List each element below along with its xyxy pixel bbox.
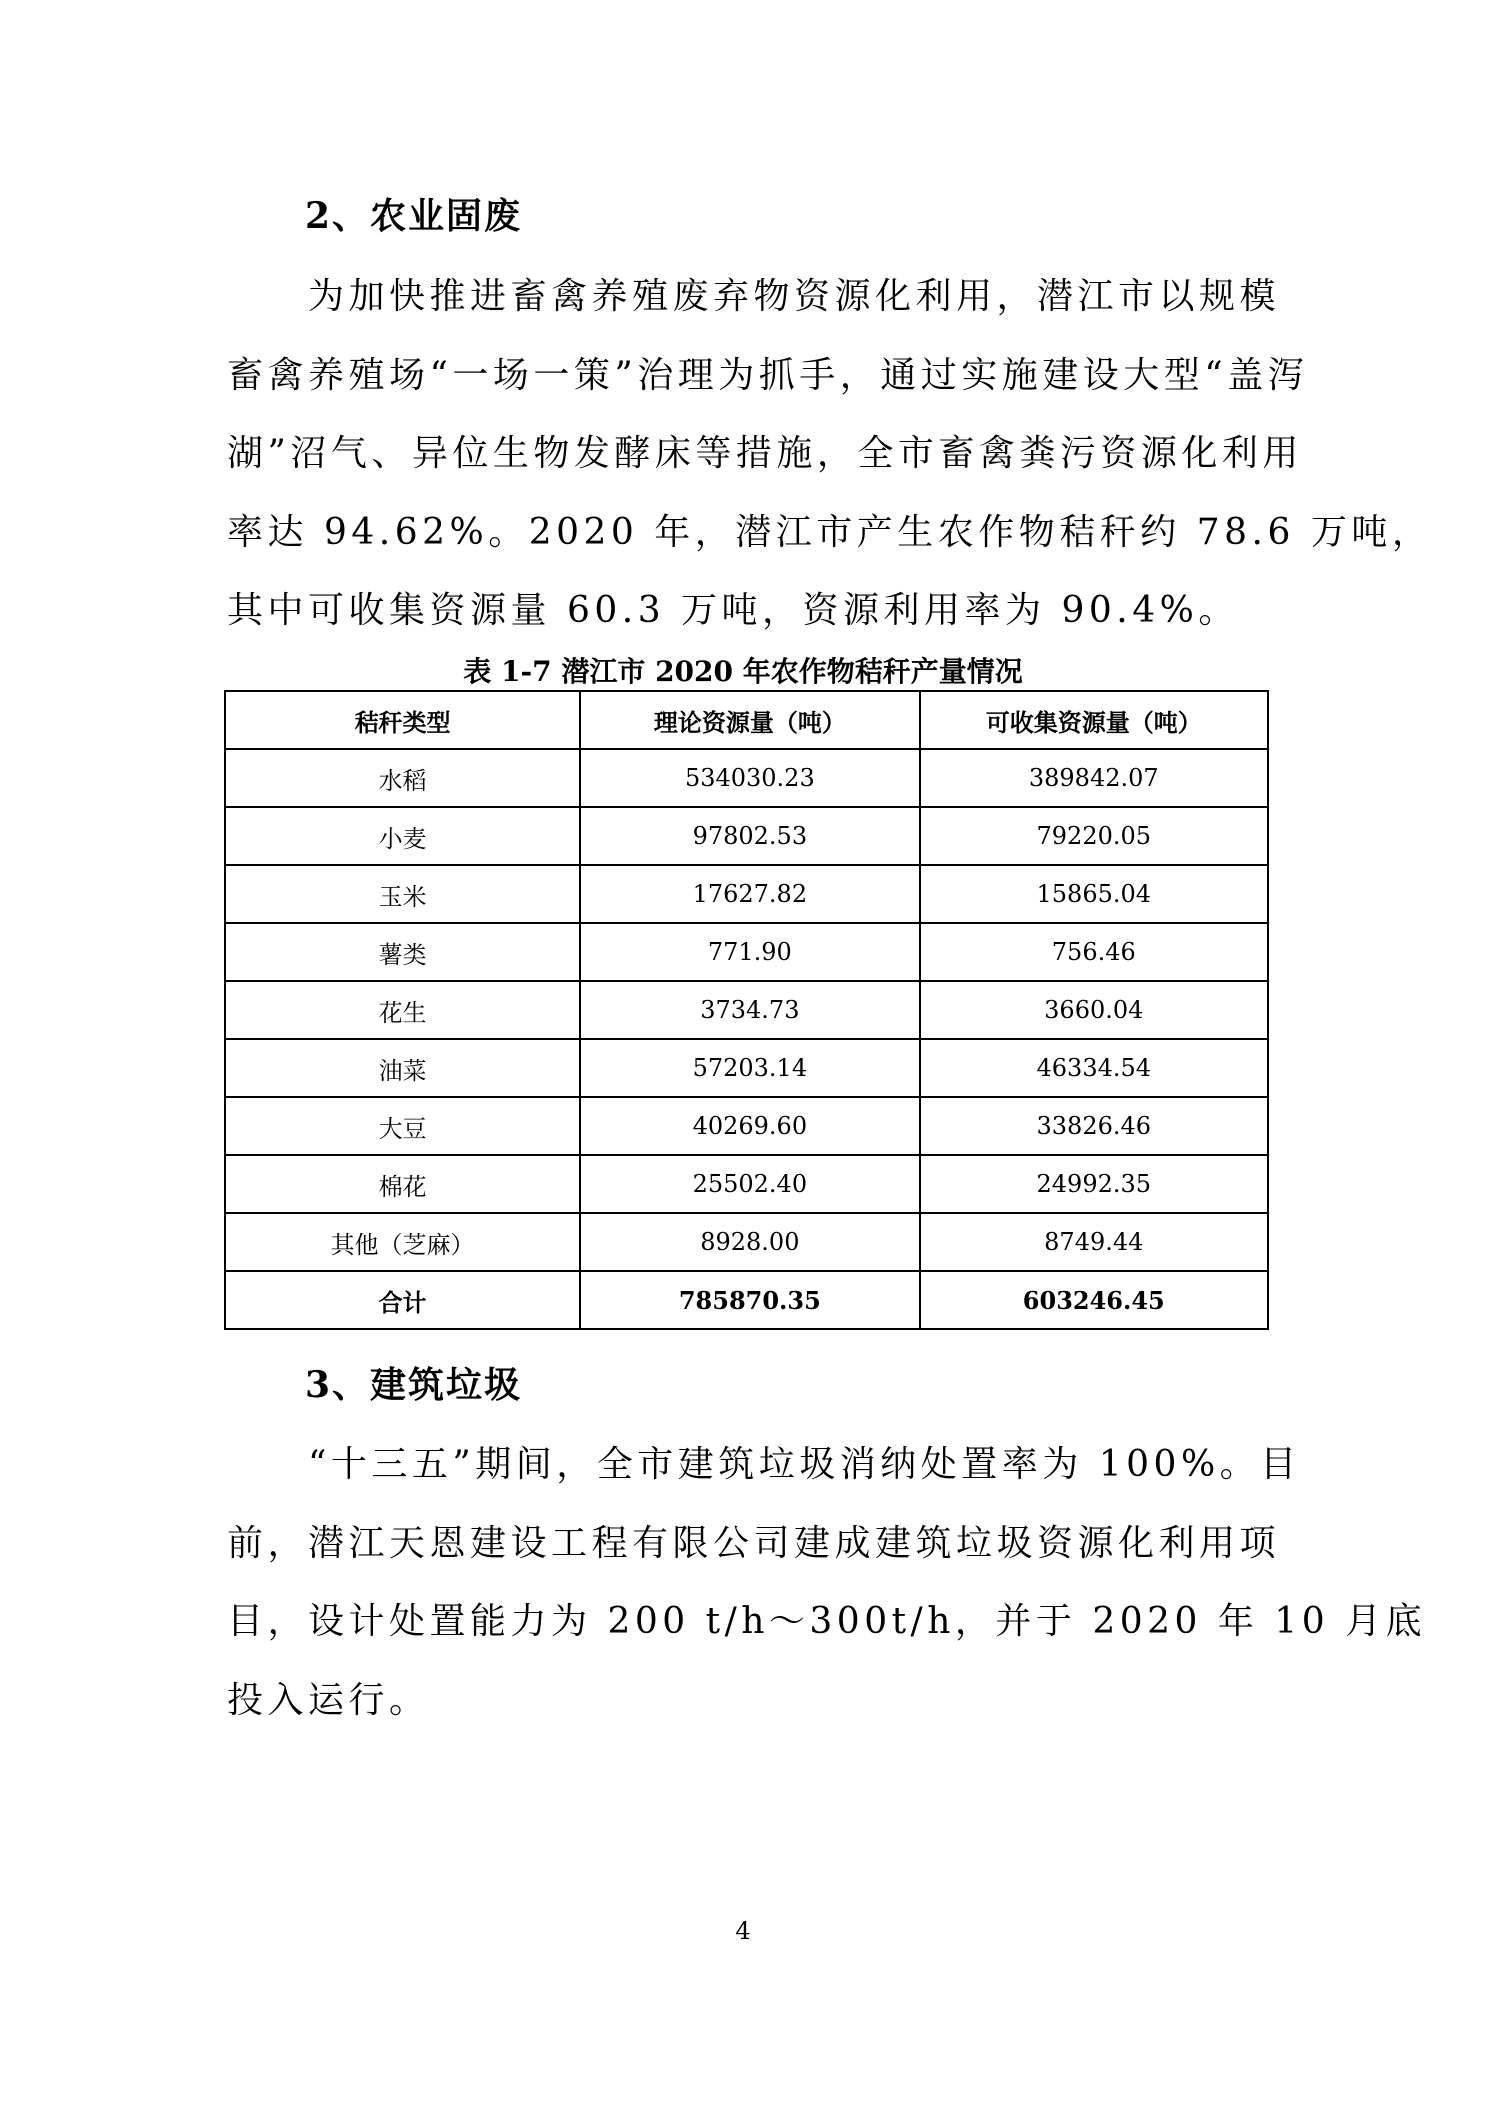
column-header-theoretical-amount: 理论资源量（吨） bbox=[580, 691, 919, 749]
table-cell: 33826.46 bbox=[920, 1097, 1268, 1155]
column-header-collectable-amount: 可收集资源量（吨） bbox=[920, 691, 1268, 749]
paragraph-line: 率达 94.62%。2020 年，潜江市产生农作物秸秆约 78.6 万吨， bbox=[227, 511, 1433, 553]
table-cell: 40269.60 bbox=[580, 1097, 919, 1155]
table-row bbox=[225, 1097, 1268, 1155]
table-header-row bbox=[225, 691, 1268, 749]
table-cell: 756.46 bbox=[920, 923, 1268, 981]
table-cell: 389842.07 bbox=[920, 749, 1268, 807]
table-cell: 大豆 bbox=[225, 1097, 580, 1155]
table-cell: 46334.54 bbox=[920, 1039, 1268, 1097]
table-cell: 8749.44 bbox=[920, 1213, 1268, 1271]
table-total-row bbox=[225, 1271, 1268, 1329]
paragraph-line: 湖”沼气、异位生物发酵床等措施，全市畜禽粪污资源化利用 bbox=[227, 433, 1303, 474]
paragraph-line: 畜禽养殖场“一场一策”治理为抓手，通过实施建设大型“盖泻 bbox=[227, 354, 1309, 396]
paragraph-line: 目，设计处置能力为 200 t/h～300t/h，并于 2020 年 10 月底 bbox=[227, 1601, 1427, 1642]
table-cell: 棉花 bbox=[225, 1155, 580, 1213]
paragraph-line: 其中可收集资源量 60.3 万吨，资源利用率为 90.4%。 bbox=[227, 590, 1239, 631]
table-cell: 油菜 bbox=[225, 1039, 580, 1097]
table-row bbox=[225, 1039, 1268, 1097]
table-cell: 水稻 bbox=[225, 749, 580, 807]
table-cell: 57203.14 bbox=[580, 1039, 919, 1097]
table-cell: 603246.45 bbox=[920, 1271, 1268, 1329]
page-number: 4 bbox=[735, 1917, 751, 1945]
table-row bbox=[225, 807, 1268, 865]
table-caption: 表 1-7 潜江市 2020 年农作物秸秆产量情况 bbox=[463, 655, 1023, 688]
table-cell: 小麦 bbox=[225, 807, 580, 865]
straw-production-table bbox=[224, 690, 1269, 1330]
section-heading-construction-waste: 3、建筑垃圾 bbox=[305, 1364, 523, 1406]
table-cell: 3734.73 bbox=[580, 981, 919, 1039]
table-cell: 玉米 bbox=[225, 865, 580, 923]
paragraph-construction-waste bbox=[227, 1426, 1427, 1740]
paragraph-agricultural-waste bbox=[227, 258, 1433, 651]
paragraph-line: 投入运行。 bbox=[227, 1679, 430, 1721]
paragraph-line: “十三五”期间，全市建筑垃圾消纳处置率为 100%。目 bbox=[308, 1444, 1301, 1485]
table-cell: 薯类 bbox=[225, 923, 580, 981]
table-cell: 8928.00 bbox=[580, 1213, 919, 1271]
table-cell: 97802.53 bbox=[580, 807, 919, 865]
table-cell: 24992.35 bbox=[920, 1155, 1268, 1213]
table-cell: 合计 bbox=[225, 1271, 580, 1329]
table-cell: 25502.40 bbox=[580, 1155, 919, 1213]
column-header-straw-type: 秸秆类型 bbox=[225, 691, 580, 749]
table-cell: 15865.04 bbox=[920, 865, 1268, 923]
paragraph-line: 为加快推进畜禽养殖废弃物资源化利用，潜江市以规模 bbox=[308, 276, 1281, 317]
table-row bbox=[225, 1213, 1268, 1271]
table-row bbox=[225, 749, 1268, 807]
table-cell: 771.90 bbox=[580, 923, 919, 981]
section-heading-agricultural-waste: 2、农业固废 bbox=[305, 195, 523, 237]
table-cell: 花生 bbox=[225, 981, 580, 1039]
table-cell: 534030.23 bbox=[580, 749, 919, 807]
table-cell: 785870.35 bbox=[580, 1271, 919, 1329]
table-row bbox=[225, 865, 1268, 923]
table-cell: 其他（芝麻） bbox=[225, 1213, 580, 1271]
table-cell: 79220.05 bbox=[920, 807, 1268, 865]
paragraph-line: 前，潜江天恩建设工程有限公司建成建筑垃圾资源化利用项 bbox=[227, 1522, 1281, 1564]
table-row bbox=[225, 1155, 1268, 1213]
table-cell: 3660.04 bbox=[920, 981, 1268, 1039]
table-row bbox=[225, 981, 1268, 1039]
table-row bbox=[225, 923, 1268, 981]
table-cell: 17627.82 bbox=[580, 865, 919, 923]
